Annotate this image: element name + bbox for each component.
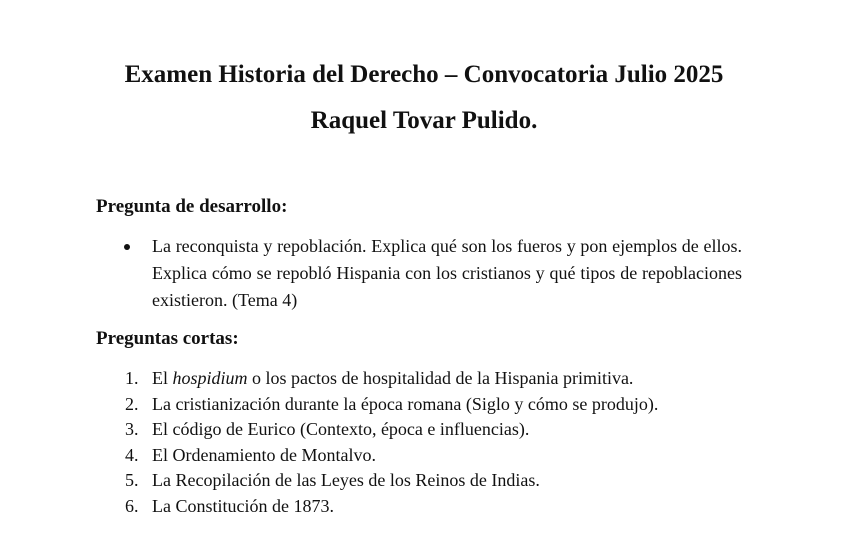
question-number: 3. xyxy=(125,419,139,439)
question-text: La cristianización durante la época romana (Siglo y cómo se produjo). xyxy=(152,393,659,414)
question-number: 1. xyxy=(125,368,139,388)
list-item xyxy=(120,233,742,314)
question-text: El Ordenamiento de Montalvo. xyxy=(152,444,376,465)
question-number: 5. xyxy=(125,470,139,490)
development-question-list xyxy=(120,233,742,314)
list-item xyxy=(120,494,760,520)
question-number: 2. xyxy=(125,393,139,414)
question-text-suffix: o los pactos de hospitalidad de la Hispania primitiva. xyxy=(247,368,634,388)
exam-title: Examen Historia del Derecho – Convocatoria Julio 2025 xyxy=(124,61,724,88)
student-name: Raquel Tovar Pulido. xyxy=(310,107,538,134)
question-number: 6. xyxy=(125,495,139,516)
question-text: La Constitución de 1873. xyxy=(152,495,334,516)
question-text: La Recopilación de las Leyes de los Reinos de Indias. xyxy=(152,470,540,490)
list-item xyxy=(120,468,760,494)
question-text-emphasis: hospidium xyxy=(172,368,248,388)
list-item xyxy=(120,417,760,443)
question-text-prefix: El xyxy=(152,368,173,388)
bullet-icon xyxy=(124,244,130,250)
question-text: El código de Eurico (Contexto, época e influencias). xyxy=(152,419,530,439)
short-questions-list xyxy=(120,366,760,519)
development-question-heading: Pregunta de desarrollo: xyxy=(96,196,288,217)
question-number: 4. xyxy=(125,444,139,465)
list-item xyxy=(120,443,760,469)
short-questions-heading: Preguntas cortas: xyxy=(96,328,239,349)
list-item xyxy=(120,366,760,392)
list-item xyxy=(120,392,760,418)
development-question-text: La reconquista y repoblación. Explica qué son los fueros y pon ejemplos de ellos. Explica cómo se repobló Hispania con los cristianos y qué tipos de repoblaciones existieron. (Tema 4) xyxy=(152,236,742,310)
